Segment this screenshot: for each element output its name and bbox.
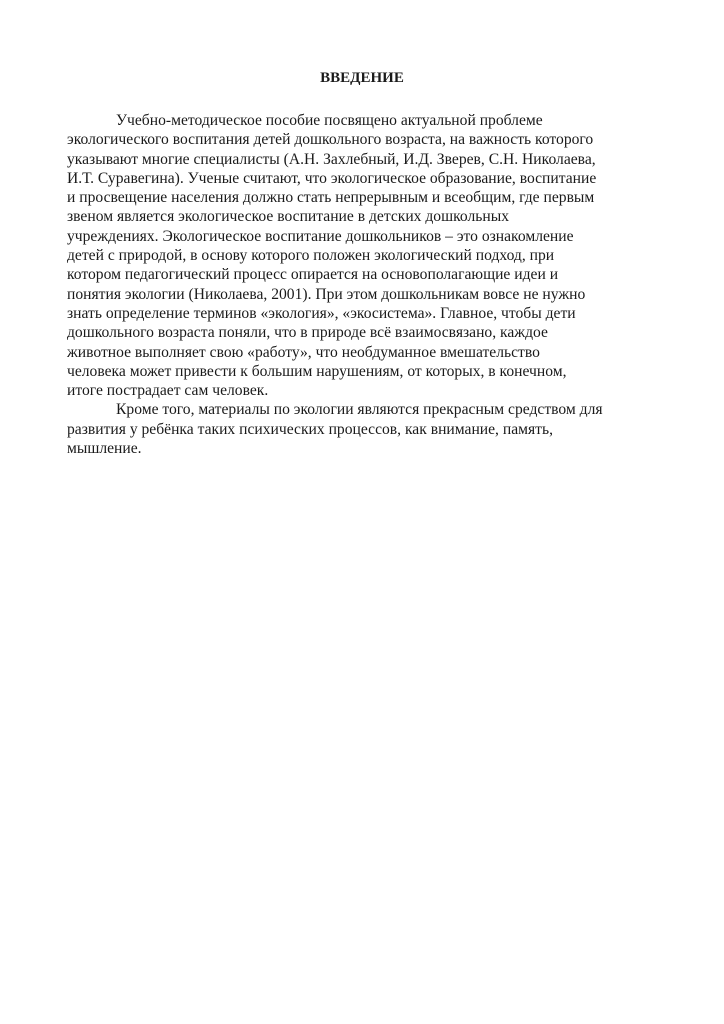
text-line: экологического воспитания детей дошкольного возраста, на важность которого <box>67 131 594 149</box>
text-line: звеном является экологическое воспитание в детских дошкольных <box>67 208 509 226</box>
page-title: ВВЕДЕНИЕ <box>320 70 404 86</box>
text-line: Учебно-методическое пособие посвящено актуальной проблеме <box>116 112 543 129</box>
paragraph-2 <box>67 400 667 458</box>
text-line: и просвещение населения должно стать непрерывным и всеобщим, где первым <box>67 189 595 207</box>
text-line: Кроме того, материалы по экологии являются прекрасным средством для <box>116 401 603 419</box>
text-line: мышление. <box>67 440 142 458</box>
paragraph-1 <box>67 111 667 400</box>
text-line: человека может привести к большим нарушениям, от которых, в конечном, <box>67 362 567 380</box>
text-line: развития у ребёнка таких психических процессов, как внимание, память, <box>67 420 553 438</box>
text-line: животное выполняет свою «работу», что необдуманное вмешательство <box>67 343 540 361</box>
text-line: итоге пострадает сам человек. <box>67 382 269 400</box>
text-line: знать определение терминов «экология», «экосистема». Главное, чтобы дети <box>67 304 576 322</box>
text-line: котором педагогический процесс опирается на основополагающие идеи и <box>67 266 559 284</box>
text-line: понятия экологии (Николаева, 2001). При этом дошкольникам вовсе не нужно <box>67 285 586 303</box>
text-line: И.Т. Суравегина). Ученые считают, что экологическое образование, воспитание <box>67 169 597 187</box>
document-body <box>67 111 667 458</box>
text-line: учреждениях. Экологическое воспитание дошкольников – это ознакомление <box>67 227 574 245</box>
text-line: дошкольного возраста поняли, что в природе всё взаимосвязано, каждое <box>67 324 548 342</box>
text-line: указывают многие специалисты (А.Н. Захлебный, И.Д. Зверев, С.Н. Николаева, <box>67 150 596 168</box>
text-line: детей с природой, в основу которого положен экологический подход, при <box>67 247 555 265</box>
